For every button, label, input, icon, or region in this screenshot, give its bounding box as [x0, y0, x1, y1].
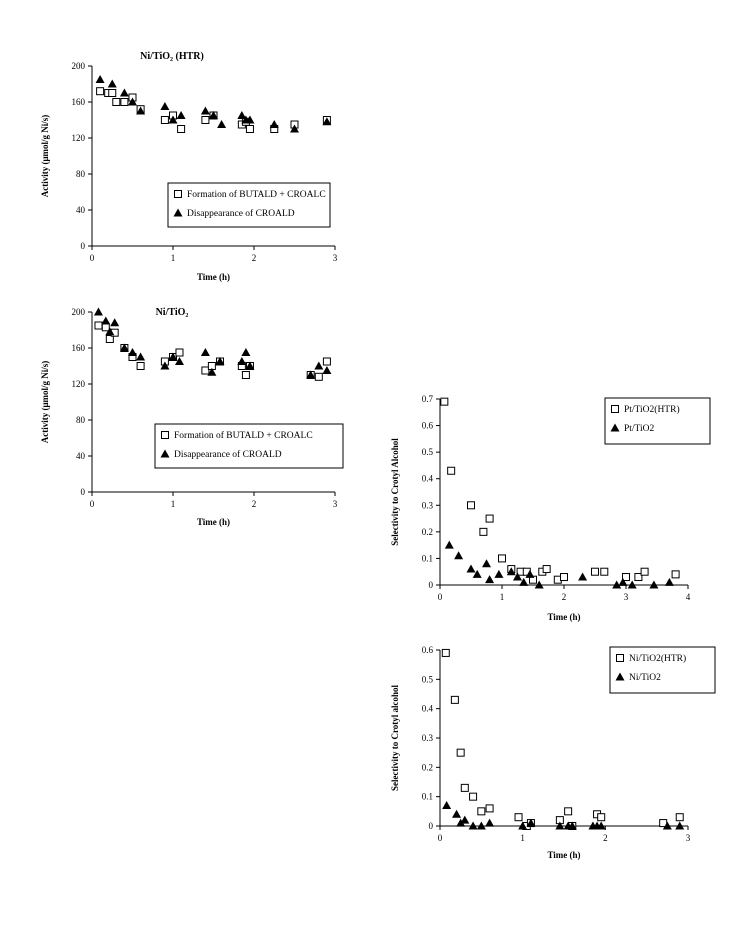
data-point-triangle [201, 107, 210, 115]
x-tick-label: 3 [332, 499, 338, 509]
data-point-square [598, 814, 605, 821]
y-tick-label: 0 [80, 487, 85, 497]
y-axis-label: Activity (μmol/g Ni/s) [40, 114, 50, 198]
data-point-triangle [482, 559, 491, 567]
data-point-triangle [110, 318, 119, 326]
y-tick-label: 0.3 [421, 500, 433, 511]
data-point-triangle [467, 565, 476, 573]
y-tick-label: 0.6 [421, 420, 433, 431]
x-axis-label: Time (h) [196, 517, 231, 527]
y-tick-label: 120 [71, 379, 85, 389]
y-tick-label: 0.2 [421, 526, 433, 537]
y-tick-label: 160 [71, 97, 85, 107]
data-point-square [480, 528, 487, 535]
y-axis-label: Activity (μmol/g Ni/s) [40, 360, 50, 444]
data-point-square [442, 649, 449, 656]
data-point-square [565, 808, 572, 815]
legend-marker-square [617, 655, 624, 662]
x-tick-label: 0 [89, 499, 95, 509]
data-point-square [102, 324, 109, 331]
data-point-square [468, 502, 475, 509]
data-point-square [470, 793, 477, 800]
data-point-square [457, 749, 464, 756]
legend [610, 647, 715, 693]
chart-title: Ni/TiO₂ [155, 307, 189, 318]
data-point-triangle [94, 308, 103, 316]
data-point-square [499, 555, 506, 562]
data-point-triangle [101, 317, 110, 325]
data-point-triangle [322, 366, 331, 374]
data-point-square [486, 515, 493, 522]
data-point-triangle [454, 551, 463, 559]
y-tick-label: 0.2 [421, 762, 433, 773]
data-point-square [601, 568, 608, 575]
y-tick-label: 0.1 [421, 791, 433, 802]
y-axis-label: Selectivity to Crotyl Alcohol [390, 438, 400, 546]
y-tick-label: 0 [80, 241, 85, 251]
legend-entry: Disappearance of CROALD [187, 209, 295, 219]
data-point-square [109, 90, 116, 97]
x-axis-label: Time (h) [547, 612, 581, 622]
y-tick-label: 40 [76, 205, 85, 215]
y-tick-label: 200 [71, 307, 85, 317]
chart-4 [390, 645, 715, 860]
y-tick-label: 80 [76, 415, 85, 425]
y-tick-label: 160 [71, 343, 85, 353]
chart-1 [40, 51, 338, 282]
x-tick-label: 1 [499, 592, 505, 602]
x-tick-label: 2 [603, 833, 608, 843]
data-point-square [161, 117, 168, 124]
y-tick-label: 0.4 [421, 703, 433, 714]
data-point-square [202, 367, 209, 374]
data-point-square [461, 784, 468, 791]
y-tick-label: 0.7 [421, 394, 433, 404]
x-tick-label: 4 [685, 592, 691, 602]
data-point-square [486, 805, 493, 812]
legend [605, 398, 710, 444]
chart-3 [390, 394, 710, 622]
data-point-square [242, 372, 249, 379]
y-tick-label: 0 [428, 580, 433, 590]
y-tick-label: 0.5 [421, 447, 433, 458]
y-tick-label: 40 [76, 451, 85, 461]
x-tick-label: 2 [561, 592, 567, 602]
data-point-square [95, 322, 102, 329]
chart-title: Ni/TiO₂ (HTR) [140, 51, 204, 62]
legend-entry: Formation of BUTALD + CROALC [187, 190, 326, 200]
data-point-square [113, 99, 120, 106]
data-point-square [592, 568, 599, 575]
data-point-triangle [241, 348, 250, 356]
chart-2 [40, 307, 343, 527]
data-point-triangle [442, 801, 451, 809]
x-tick-label: 2 [251, 253, 257, 263]
y-tick-label: 0 [428, 821, 433, 831]
y-tick-label: 200 [71, 61, 85, 71]
x-axis-label: Time (h) [196, 272, 231, 282]
y-tick-label: 0.6 [421, 645, 433, 655]
data-point-square [448, 467, 455, 474]
legend-entry: Disappearance of CROALD [174, 450, 282, 460]
data-point-triangle [177, 111, 186, 119]
y-tick-label: 0.1 [421, 553, 433, 564]
legend [168, 183, 330, 227]
data-point-square [515, 814, 522, 821]
data-point-triangle [217, 120, 226, 128]
x-tick-label: 0 [89, 253, 95, 263]
legend-marker-square [175, 191, 182, 198]
data-point-triangle [578, 573, 587, 581]
data-point-square [478, 808, 485, 815]
data-point-square [202, 117, 209, 124]
x-axis-label: Time (h) [547, 850, 581, 860]
data-point-square [561, 574, 568, 581]
data-point-square [323, 358, 330, 365]
data-point-triangle [136, 353, 145, 361]
legend-marker-square [162, 432, 169, 439]
x-tick-label: 1 [520, 833, 525, 843]
data-point-triangle [485, 575, 494, 583]
legend-entry: Pt/TiO2(HTR) [624, 405, 680, 415]
data-point-square [246, 126, 253, 133]
x-tick-label: 0 [437, 592, 443, 602]
y-axis-label: Selectivity to Crotyl alcohol [390, 684, 400, 792]
data-point-triangle [494, 570, 503, 578]
data-point-triangle [128, 348, 137, 356]
data-point-square [176, 349, 183, 356]
data-point-triangle [108, 80, 117, 88]
data-point-square [543, 566, 550, 573]
x-tick-label: 1 [170, 499, 176, 509]
x-tick-label: 2 [251, 499, 257, 509]
y-tick-label: 80 [76, 169, 85, 179]
data-point-triangle [460, 816, 469, 824]
x-tick-label: 3 [623, 592, 629, 602]
data-point-square [137, 363, 144, 370]
y-tick-label: 0.3 [421, 733, 433, 743]
legend-entry: Formation of BUTALD + CROALC [174, 431, 313, 441]
legend-entry: Ni/TiO2(HTR) [629, 654, 687, 664]
data-point-square [672, 571, 679, 578]
legend [155, 424, 343, 468]
data-point-square [676, 814, 683, 821]
data-point-triangle [314, 362, 323, 370]
data-point-square [97, 88, 104, 95]
y-tick-label: 0.4 [421, 473, 433, 484]
data-point-triangle [201, 348, 210, 356]
data-point-triangle [445, 541, 454, 549]
y-tick-label: 0.5 [421, 674, 433, 685]
legend-entry: Ni/TiO2 [629, 673, 661, 683]
data-point-triangle [96, 75, 105, 83]
data-point-square [178, 126, 185, 133]
x-tick-label: 1 [170, 253, 176, 263]
data-point-square [121, 99, 128, 106]
data-point-square [315, 373, 322, 380]
data-point-triangle [485, 819, 494, 827]
data-point-triangle [160, 102, 169, 110]
x-tick-label: 0 [437, 833, 443, 843]
data-point-triangle [665, 578, 674, 586]
legend-entry: Pt/TiO2 [624, 424, 655, 434]
series-1 [97, 88, 331, 133]
data-point-square [641, 568, 648, 575]
data-point-triangle [270, 120, 279, 128]
data-point-triangle [237, 357, 246, 365]
data-point-triangle [452, 810, 461, 818]
x-tick-label: 3 [332, 253, 338, 263]
data-point-triangle [120, 89, 129, 97]
y-tick-label: 120 [71, 133, 85, 143]
data-point-square [451, 696, 458, 703]
legend-marker-square [612, 406, 619, 413]
x-tick-label: 3 [685, 833, 691, 843]
data-point-square [441, 398, 448, 405]
